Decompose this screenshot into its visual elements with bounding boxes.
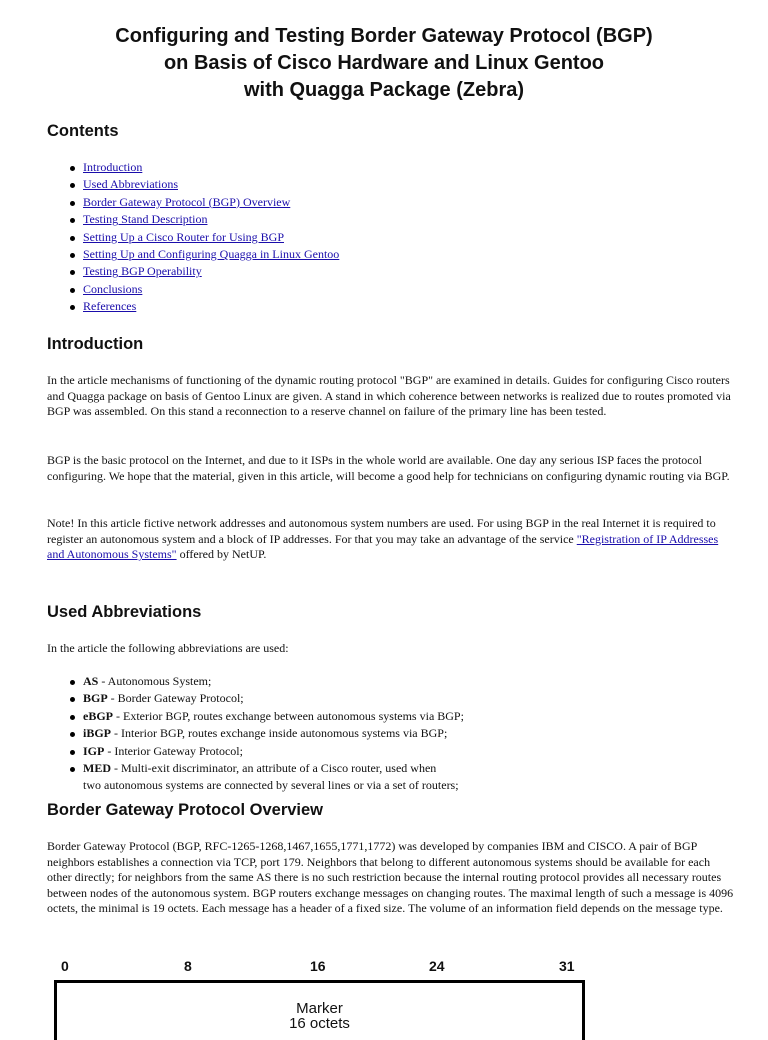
introduction-paragraph-2: BGP is the basic protocol on the Internet, and due to it ISPs in the whole world are available. One day any serious ISP faces the protocol configuring. We hope that the material, given in this article, will become a good help for technicians on configuring dynamic routing via BGP. [47,453,730,483]
overview-paragraph-1: Border Gateway Protocol (BGP, RFC-1265-1268,1467,1655,1771,1772) was developed by companies IBM and CISCO. A pair of BGP neighbors establishes a connection via TCP, port 179. Neighbors that belong to different autonomous systems should be available for each other directly; for neighbors from the same AS there is no such restriction because the internal routing protocol provides all necessary routes between nodes of the autonomous system. BGP routers exchange messages on changing routes. The maximal length of such a message is 4096 octets, the minimal is 19 octets. Each message has a header of a fixed size. The volume of an information field depends on the message type. [47,839,734,916]
abbreviation-desc: - Interior BGP, routes exchange inside autonomous systems via BGP; [111,726,448,741]
toc-link-bgp-overview[interactable]: Border Gateway Protocol (BGP) Overview [83,194,291,209]
abbreviation-item [68,743,464,760]
bgp-header-diagram [50,955,595,1032]
registration-service-link[interactable]: "Registration of IP Addresses and Autonomous Systems" [47,531,719,562]
contents-item [68,194,339,211]
contents-item [68,176,339,193]
abbreviation-desc: - Autonomous System; [98,674,212,688]
abbreviation-desc: - Interior Gateway Protocol; [104,743,243,758]
abbreviation-term: BGP [83,691,108,706]
title-line-3: with Quagga Package (Zebra) [243,79,525,101]
title-line-1: Configuring and Testing Border Gateway Protocol (BGP) [115,25,653,47]
toc-link-introduction[interactable]: Introduction [83,160,143,174]
bit-label-24: 24 [429,958,445,974]
abbreviations-intro: In the article the following abbreviations are used: [47,641,289,655]
abbreviation-term: IGP [83,743,105,758]
marker-field-size: 16 octets [289,1015,350,1032]
contents-item [68,281,339,298]
marker-field-name: Marker [296,1000,343,1017]
introduction-paragraph-1: In the article mechanisms of functioning of the dynamic routing protocol "BGP" are examined in details. Guides for configuring Cisco routers and Quagga package on basis of Gentoo Linux are given. A stand in which coherence between networks is realized due to routes promoted via BGP was assembled. On this stand a reconnection to a reserve channel on failure of the primary line has been tested. [47,373,731,419]
abbreviation-item [68,760,464,795]
bit-label-31: 31 [559,958,575,974]
toc-link-testing-bgp[interactable]: Testing BGP Operability [83,264,202,279]
contents-item [68,263,339,280]
abbreviation-term: iBGP [83,726,112,741]
bit-label-0: 0 [61,958,69,974]
abbreviation-item [68,708,464,725]
toc-link-used-abbreviations[interactable]: Used Abbreviations [83,177,178,192]
bit-label-8: 8 [184,958,192,974]
abbreviation-item [68,690,464,707]
introduction-heading: Introduction [47,335,144,353]
marker-field-label [57,1001,582,1031]
abbreviation-desc-continued: two autonomous systems are connected by several lines or via a set of routers; [83,778,459,793]
toc-link-quagga-gentoo[interactable]: Setting Up and Configuring Quagga in Linux Gentoo [83,247,340,262]
marker-field-box [54,980,585,1040]
contents-heading: Contents [47,122,119,140]
introduction-paragraph-3 [47,516,737,563]
abbreviation-term: AS [83,674,99,688]
contents-item [68,298,339,315]
contents-item [68,246,339,263]
toc-link-conclusions[interactable]: Conclusions [83,281,143,296]
note-text-after: offered by NetUP. [176,547,267,562]
abbreviation-desc: - Exterior BGP, routes exchange between autonomous systems via BGP; [113,708,464,723]
abbreviations-heading: Used Abbreviations [47,603,202,621]
contents-item [68,211,339,228]
abbreviation-item [68,725,464,742]
abbreviation-item [68,673,464,690]
contents-item [68,229,339,246]
contents-item [68,159,339,176]
document-title [0,0,768,104]
toc-link-testing-stand[interactable]: Testing Stand Description [83,212,208,227]
toc-link-cisco-router[interactable]: Setting Up a Cisco Router for Using BGP [83,229,284,244]
title-line-2: on Basis of Cisco Hardware and Linux Gentoo [163,52,605,74]
abbreviation-term: MED [83,761,111,776]
bit-label-16: 16 [310,958,326,974]
abbreviation-desc: - Multi-exit discriminator, an attribute of a Cisco router, used when [111,761,437,776]
overview-heading: Border Gateway Protocol Overview [47,801,324,819]
abbreviation-term: eBGP [83,708,113,723]
contents-list [68,159,339,316]
abbreviations-list [68,673,464,795]
note-text-before: Note! In this article fictive network addresses and autonomous system numbers are used. For using BGP in the real Internet it is required to register an autonomous system and a block of IP addresses. For that you may take an advantage of the service [47,516,716,546]
toc-link-references[interactable]: References [83,299,137,314]
abbreviation-desc: - Border Gateway Protocol; [107,691,244,706]
